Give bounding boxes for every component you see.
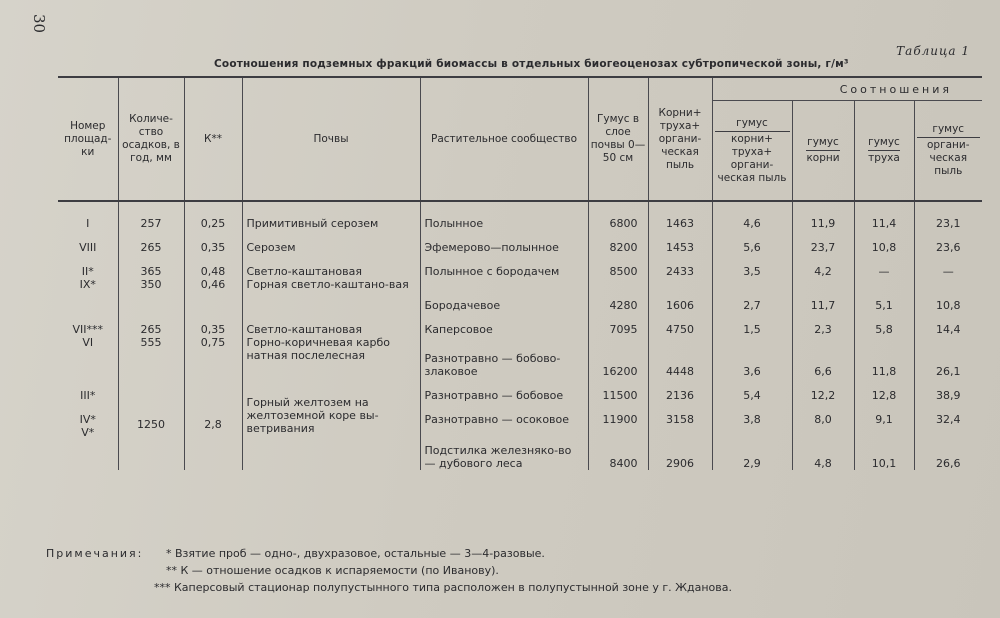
cell-r1: 3,8 (712, 402, 792, 426)
table-row (58, 278, 982, 312)
cell-soil: Светло-каштановая (242, 254, 420, 278)
cell-r3: 10,8 (854, 230, 914, 254)
notes-label: Примечания: (46, 547, 144, 560)
cell-r2: 23,7 (792, 230, 854, 254)
cell-r4: 26,1 (914, 336, 982, 378)
cell-total: 1463 (648, 201, 712, 230)
header-plot: Номер площад-ки (58, 77, 118, 201)
cell-soil: Примитивный серозем (242, 201, 420, 230)
header-soil: Почвы (242, 77, 420, 201)
cell-r4: 23,1 (914, 201, 982, 230)
note-2: ** К — отношение осадков к испаряемости (по Иванову). (166, 564, 499, 577)
cell-r1: 2,9 (712, 426, 792, 470)
cell-community: Полынное (420, 201, 588, 230)
table-row (58, 378, 982, 402)
cell-r3: 10,1 (854, 426, 914, 470)
cell-r1: 1,5 (712, 312, 792, 336)
cell-plot: VIII (79, 241, 97, 254)
cell-plot: IV* (79, 413, 96, 426)
cell-r2: 8,0 (792, 402, 854, 426)
header-ratios: Соотношения (712, 77, 982, 101)
cell-precip: 265 (118, 230, 184, 254)
cell-precip: 1250 (118, 378, 184, 470)
cell-k: 0,75 (184, 336, 242, 378)
cell-humus: 11500 (588, 378, 648, 402)
cell-humus: 16200 (588, 336, 648, 378)
cell-precip: 555 (118, 336, 184, 378)
cell-humus: 7095 (588, 312, 648, 336)
cell-community: Бородачевое (420, 278, 588, 312)
cell-soil: Горно-коричневая карбо натная послелесная (242, 336, 420, 378)
header-ratio-2: $\frac{\text{гумус}}{\text{корни}}$ (792, 101, 854, 202)
cell-r2: 4,8 (792, 426, 854, 470)
cell-r3: 11,4 (854, 201, 914, 230)
cell-soil: Серозем (242, 230, 420, 254)
cell-plot: I (86, 217, 90, 230)
cell-r2: 4,2 (792, 254, 854, 278)
cell-r4: 23,6 (914, 230, 982, 254)
cell-r1: 3,5 (712, 254, 792, 278)
cell-humus: 6800 (588, 201, 648, 230)
cell-k: 0,25 (184, 201, 242, 230)
cell-r4: 26,6 (914, 426, 982, 470)
cell-total: 2136 (648, 378, 712, 402)
table-title: Соотношения подземных фракций биомассы в отдельных биогеоценозах субтропической зоны, г/м³ (214, 58, 849, 70)
cell-r2: 11,7 (792, 278, 854, 312)
cell-precip: 265 (118, 312, 184, 336)
cell-r1: 5,4 (712, 378, 792, 402)
table-row (58, 254, 982, 278)
cell-total: 1606 (648, 278, 712, 312)
cell-r2: 11,9 (792, 201, 854, 230)
cell-community: Разнотравно — осоковое (420, 402, 588, 426)
cell-precip: 350 (118, 278, 184, 312)
header-humus: Гумус в слое почвы 0—50 см (588, 77, 648, 201)
cell-r4: 32,4 (914, 402, 982, 426)
cell-plot: VII*** (72, 323, 103, 336)
cell-r3: — (854, 254, 914, 278)
cell-r4: — (914, 254, 982, 278)
cell-r1: 3,6 (712, 336, 792, 378)
header-ratio-4: $\frac{\text{гумус}}{\text{органи-ческая пыль}}$ (914, 101, 982, 202)
cell-total: 2906 (648, 426, 712, 470)
cell-r1: 5,6 (712, 230, 792, 254)
note-1: * Взятие проб — одно-, двухразовое, остальные — 3—4-разовые. (166, 547, 545, 560)
cell-plot: V* (81, 426, 95, 439)
cell-soil: Светло-каштановая (242, 312, 420, 336)
page-number: 30 (30, 14, 48, 34)
cell-k: 2,8 (184, 378, 242, 470)
cell-soil: Горная светло-каштано-вая (242, 278, 420, 312)
cell-r2: 6,6 (792, 336, 854, 378)
cell-community: Полынное с бородачем (420, 254, 588, 278)
cell-humus: 8500 (588, 254, 648, 278)
cell-precip: 365 (118, 254, 184, 278)
header-k: К** (184, 77, 242, 201)
cell-k: 0,46 (184, 278, 242, 312)
note-3: *** Каперсовый стационар полупустынного типа расположен в полупустынной зоне у г. Жданова. (154, 581, 732, 594)
header-roots-total: Корни+ труха+ органи-ческая пыль (648, 77, 712, 201)
cell-k: 0,35 (184, 312, 242, 336)
header-ratio-3: $\frac{\text{гумус}}{\text{труха}}$ (854, 101, 914, 202)
cell-r3: 12,8 (854, 378, 914, 402)
cell-r1: 2,7 (712, 278, 792, 312)
table-row (58, 336, 982, 378)
cell-total: 3158 (648, 402, 712, 426)
biomass-table (58, 76, 982, 470)
cell-total: 1453 (648, 230, 712, 254)
cell-r3: 5,1 (854, 278, 914, 312)
cell-humus: 8400 (588, 426, 648, 470)
header-precipitation: Количе-ство осадков, в год, мм (118, 77, 184, 201)
cell-k: 0,48 (184, 254, 242, 278)
cell-k: 0,35 (184, 230, 242, 254)
table-row (58, 201, 982, 230)
cell-humus: 11900 (588, 402, 648, 426)
cell-community: Каперсовое (420, 312, 588, 336)
cell-precip: 257 (118, 201, 184, 230)
table-label: Таблица 1 (896, 44, 970, 58)
cell-plot: VI (82, 336, 94, 349)
table-row (58, 312, 982, 336)
cell-plot: III* (80, 389, 96, 402)
cell-community: Подстилка железняко-во — дубового леса (420, 426, 588, 470)
cell-total: 4448 (648, 336, 712, 378)
table-notes (46, 545, 732, 596)
cell-plot: II* (81, 265, 94, 278)
cell-community: Разнотравно — бобовое (420, 378, 588, 402)
cell-r2: 2,3 (792, 312, 854, 336)
cell-community: Разнотравно — бобово-злаковое (420, 336, 588, 378)
cell-humus: 4280 (588, 278, 648, 312)
header-community: Растительное сообщество (420, 77, 588, 201)
cell-community: Эфемерово—полынное (420, 230, 588, 254)
cell-plot: IX* (79, 278, 96, 291)
header-ratio-1: $\frac{\text{гумус}}{\text{корни+ труха+ органи-ческая пыль}}$ (712, 101, 792, 202)
table-row (58, 230, 982, 254)
cell-humus: 8200 (588, 230, 648, 254)
cell-total: 4750 (648, 312, 712, 336)
cell-r4: 38,9 (914, 378, 982, 402)
cell-r3: 9,1 (854, 402, 914, 426)
cell-r1: 4,6 (712, 201, 792, 230)
cell-r4: 10,8 (914, 278, 982, 312)
cell-total: 2433 (648, 254, 712, 278)
cell-r3: 5,8 (854, 312, 914, 336)
cell-r2: 12,2 (792, 378, 854, 402)
cell-r4: 14,4 (914, 312, 982, 336)
cell-soil: Горный желтозем на желтоземной коре вы-ветривания (242, 378, 420, 470)
cell-r3: 11,8 (854, 336, 914, 378)
